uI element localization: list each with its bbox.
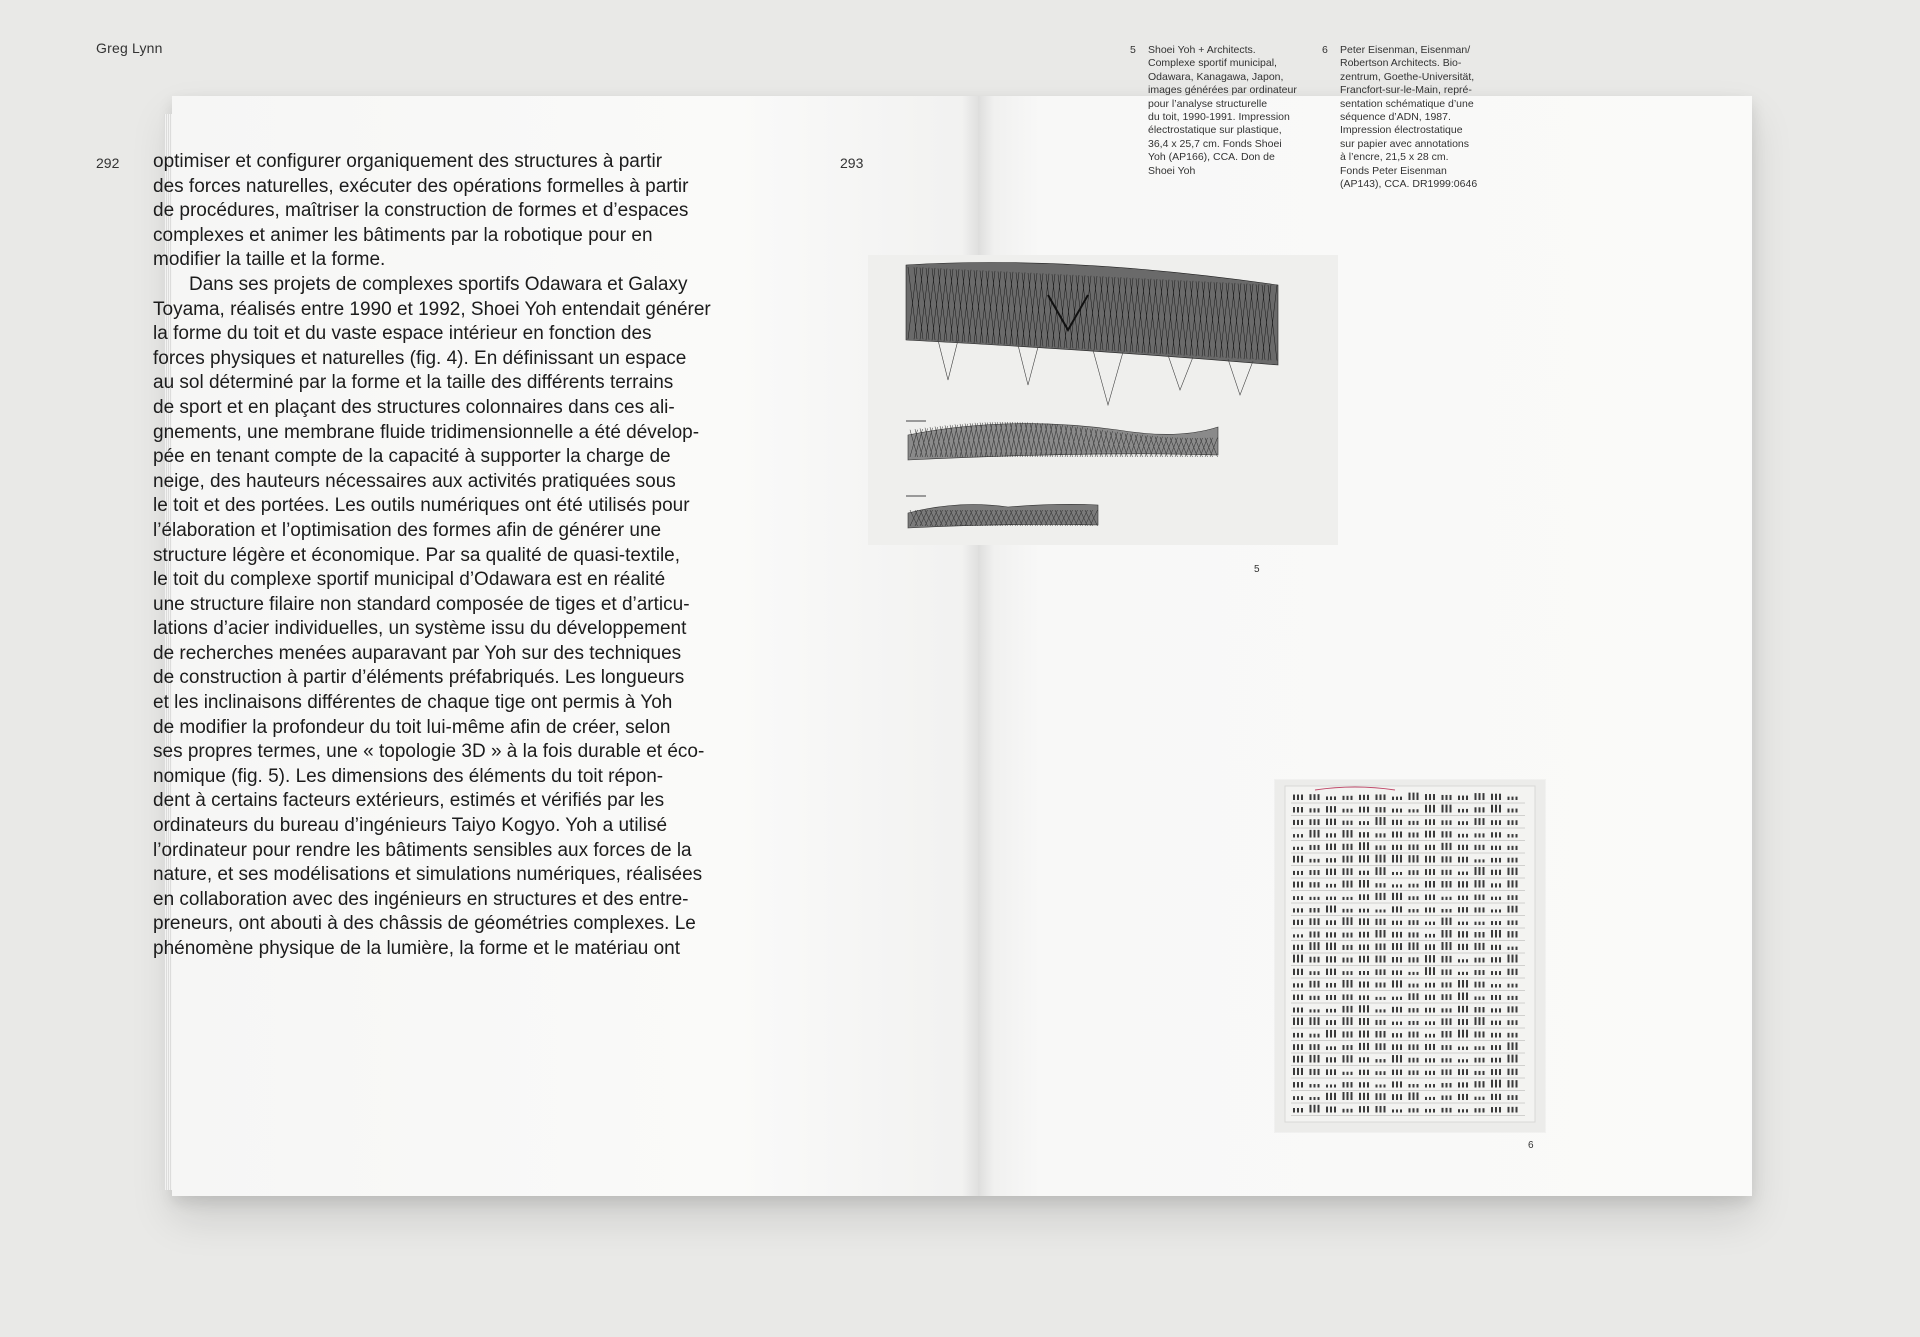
body-line: ordinateurs du bureau d’ingénieurs Taiyo Kogyo. Yoh a utilisé bbox=[153, 815, 668, 837]
body-text bbox=[153, 150, 755, 962]
body-line: de procédures, maîtriser la construction de formes et d’espaces bbox=[153, 200, 689, 222]
body-line: dent à certains facteurs extérieurs, estimés et vérifiés par les bbox=[153, 790, 665, 812]
body-line: le toit et des portées. Les outils numériques ont été utilisés pour bbox=[153, 495, 690, 517]
caption-line: images générées par ordinateur bbox=[1148, 84, 1297, 97]
body-line: de recherches menées auparavant par Yoh sur des techniques bbox=[153, 642, 682, 664]
body-line: au sol déterminé par la forme et la taille des différents terrains bbox=[153, 372, 674, 394]
body-line: structure légère et économique. Par sa qualité de quasi-textile, bbox=[153, 544, 681, 566]
body-line: la forme du toit et du vaste espace intérieur en fonction des bbox=[153, 323, 652, 345]
caption-fig-6 bbox=[1322, 44, 1490, 191]
body-line: le toit du complexe sportif municipal d’Odawara est en réalité bbox=[153, 569, 666, 591]
body-line: modifier la taille et la forme. bbox=[153, 249, 386, 271]
caption-line: sentation schématique d’une bbox=[1340, 97, 1474, 110]
caption-line: Francfort-sur-le-Main, repré- bbox=[1340, 84, 1472, 97]
caption-line: Peter Eisenman, Eisenman/ bbox=[1340, 44, 1471, 56]
caption-line: zentrum, Goethe-Universität, bbox=[1340, 70, 1475, 83]
body-line: Dans ses projets de complexes sportifs Odawara et Galaxy bbox=[189, 273, 688, 295]
body-line: optimiser et configurer organiquement des structures à partir bbox=[153, 151, 663, 172]
caption-line: pour l’analyse structurelle bbox=[1148, 97, 1268, 110]
body-line: l’élaboration et l’optimisation des formes afin de générer une bbox=[153, 519, 662, 541]
caption-number: 5 bbox=[1130, 44, 1136, 56]
body-line: pée en tenant compte de la capacité à supporter la charge de bbox=[153, 446, 671, 468]
body-line: de sport et en plaçant des structures colonnaires dans ces ali- bbox=[153, 396, 675, 418]
body-line: Toyama, réalisés entre 1990 et 1992, Shoei Yoh entendait générer bbox=[153, 298, 711, 320]
figure-5-roof-structure bbox=[868, 255, 1338, 545]
body-line: une structure filaire non standard composée de tiges et d’articu- bbox=[153, 593, 690, 615]
body-line: lations d’acier individuelles, un système issu du développement bbox=[153, 618, 687, 640]
body-line: complexes et animer les bâtiments par la robotique pour en bbox=[153, 224, 653, 246]
caption-line: 36,4 x 25,7 cm. Fonds Shoei bbox=[1148, 137, 1282, 150]
caption-line: Odawara, Kanagawa, Japon, bbox=[1148, 70, 1284, 83]
body-line: forces physiques et naturelles (fig. 4). En définissant un espace bbox=[153, 347, 687, 369]
body-line: nature, et ses modélisations et simulations numériques, réalisées bbox=[153, 864, 703, 886]
caption-line: sur papier avec annotations bbox=[1340, 137, 1469, 150]
body-line: en collaboration avec des ingénieurs en structures et des entre- bbox=[153, 888, 689, 910]
body-line: de construction à partir d’éléments préfabriqués. Les longueurs bbox=[153, 667, 685, 689]
running-head-author: Greg Lynn bbox=[96, 40, 163, 56]
caption-number: 6 bbox=[1322, 44, 1328, 56]
caption-line: Shoei Yoh bbox=[1148, 164, 1196, 177]
caption-line: Fonds Peter Eisenman bbox=[1340, 164, 1447, 177]
caption-line: Robertson Architects. Bio- bbox=[1340, 57, 1462, 70]
body-line: l’ordinateur pour rendre les bâtiments sensibles aux forces de la bbox=[153, 839, 692, 861]
body-line: preneurs, ont abouti à des châssis de géométries complexes. Le bbox=[153, 913, 696, 935]
caption-line: Impression électrostatique bbox=[1340, 124, 1463, 137]
caption-line: électrostatique sur plastique, bbox=[1148, 124, 1282, 137]
caption-line: Shoei Yoh + Architects. bbox=[1148, 44, 1256, 56]
body-line: des forces naturelles, exécuter des opérations formelles à partir bbox=[153, 175, 689, 197]
figure-number-5: 5 bbox=[1254, 564, 1260, 575]
caption-fig-5 bbox=[1130, 44, 1308, 178]
page-number-right: 293 bbox=[840, 155, 864, 171]
figure-6-dna-sequence bbox=[1275, 780, 1545, 1132]
figure-number-6: 6 bbox=[1528, 1140, 1534, 1151]
page-number-left: 292 bbox=[96, 155, 120, 171]
caption-line: séquence d’ADN, 1987. bbox=[1340, 111, 1451, 124]
body-line: de modifier la profondeur du toit lui-même afin de créer, selon bbox=[153, 716, 671, 738]
caption-line: du toit, 1990-1991. Impression bbox=[1148, 111, 1290, 124]
body-line: gnements, une membrane fluide tridimensionnelle a été dévelop- bbox=[153, 421, 700, 443]
body-line: nomique (fig. 5). Les dimensions des éléments du toit répon- bbox=[153, 765, 664, 787]
caption-line: à l’encre, 21,5 x 28 cm. bbox=[1340, 151, 1449, 164]
body-line: ses propres termes, une « topologie 3D » à la fois durable et éco- bbox=[153, 741, 705, 763]
caption-line: Yoh (AP166), CCA. Don de bbox=[1148, 151, 1275, 164]
caption-line: (AP143), CCA. DR1999:0646 bbox=[1340, 178, 1478, 191]
body-line: neige, des hauteurs nécessaires aux activités pratiquées sous bbox=[153, 470, 676, 492]
body-line: et les inclinaisons différentes de chaque tige ont permis à Yoh bbox=[153, 692, 673, 714]
body-line: phénomène physique de la lumière, la forme et le matériau ont bbox=[153, 938, 681, 959]
caption-line: Complexe sportif municipal, bbox=[1148, 57, 1277, 70]
